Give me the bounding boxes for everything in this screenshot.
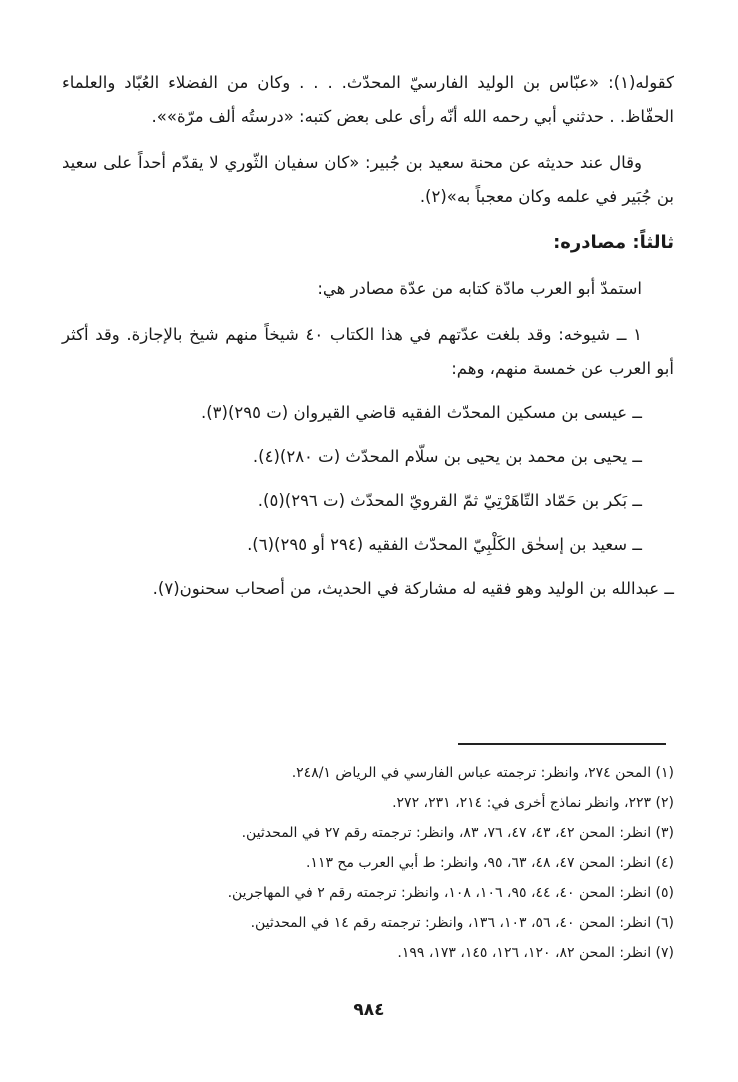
footnote: (٦) انظر: المحن ٤٠، ٥٦، ١٠٣، ١٣٦، وانظر: ترجمته رقم ١٤ في المحدثين. (250, 915, 674, 931)
footnote: (٥) انظر: المحن ٤٠، ٤٤، ٩٥، ١٠٦، ١٠٨، وانظر: ترجمته رقم ٢ في المهاجرين. (227, 885, 674, 901)
sources-item-teachers: ١ ــ شيوخه: وقد بلغت عدّتهم في هذا الكتاب ٤٠ شيخاً منهم شيخ بالإجازة. وقد أكثر أبو العرب عن خمسة منهم، وهم: (62, 325, 674, 378)
main-text (62, 66, 674, 606)
sources-intro: استمدّ أبو العرب مادّة كتابه من عدّة مصادر هي: (317, 279, 642, 298)
footnote: (٢) ٢٢٣، وانظر نماذج أخرى في: ٢١٤، ٢٣١، ٢٧٢. (392, 795, 674, 811)
list-item: ــ بَكر بن حَمّاد التّاهَرْتِيّ ثمّ القرويّ المحدّث (ت ٢٩٦)(٥). (257, 491, 642, 510)
footnote: (٣) انظر: المحن ٤٢، ٤٣، ٤٧، ٧٦، ٨٣، وانظر: ترجمته رقم ٢٧ في المحدثين. (241, 825, 674, 841)
page-number: ٩٨٤ (353, 1000, 385, 1020)
list-item: ــ عبدالله بن الوليد وهو فقيه له مشاركة في الحديث، من أصحاب سحنون(٧). (152, 579, 674, 598)
footnote-divider (458, 743, 666, 745)
footnotes (62, 758, 674, 968)
list-item: ــ عيسى بن مسكين المحدّث الفقيه قاضي القيروان (ت ٢٩٥)(٣). (200, 403, 642, 422)
footnote: (٧) انظر: المحن ٨٢، ١٢٠، ١٢٦، ١٤٥، ١٧٣، ١٩٩. (397, 945, 674, 961)
footnote: (١) المحن ٢٧٤، وانظر: ترجمته عباس الفارسي في الرياض ٢٤٨/١. (291, 765, 674, 781)
list-item: ــ سعيد بن إسحٰق الكَلْبِيّ المحدّث الفقيه (٢٩٤ أو ٢٩٥)(٦). (247, 535, 642, 554)
section-heading: ثالثاً: مصادره: (553, 232, 674, 253)
list-item: ــ يحيى بن محمد بن يحيى بن سلّام المحدّث (ت ٢٨٠)(٤). (252, 447, 642, 466)
paragraph-quote-abbas: كقوله(١): «عبّاس بن الوليد الفارسيّ المحدّث. . . . وكان من الفضلاء العُبّاد والعلماء الحفّاظ. . حدثني أبي رحمه الله أنّه رأى على بعض كتبه: «درستُه ألف مرّة»». (62, 73, 674, 126)
footnote: (٤) انظر: المحن ٤٧، ٤٨، ٦٣، ٩٥، وانظر: ط أبي العرب مح ١١٣. (305, 855, 674, 871)
paragraph-quote-said: وقال عند حديثه عن محنة سعيد بن جُبير: «كان سفيان الثّوري لا يقدّم أحداً على سعيد بن جُبَير في علمه وكان معجباً به»(٢). (62, 153, 674, 206)
